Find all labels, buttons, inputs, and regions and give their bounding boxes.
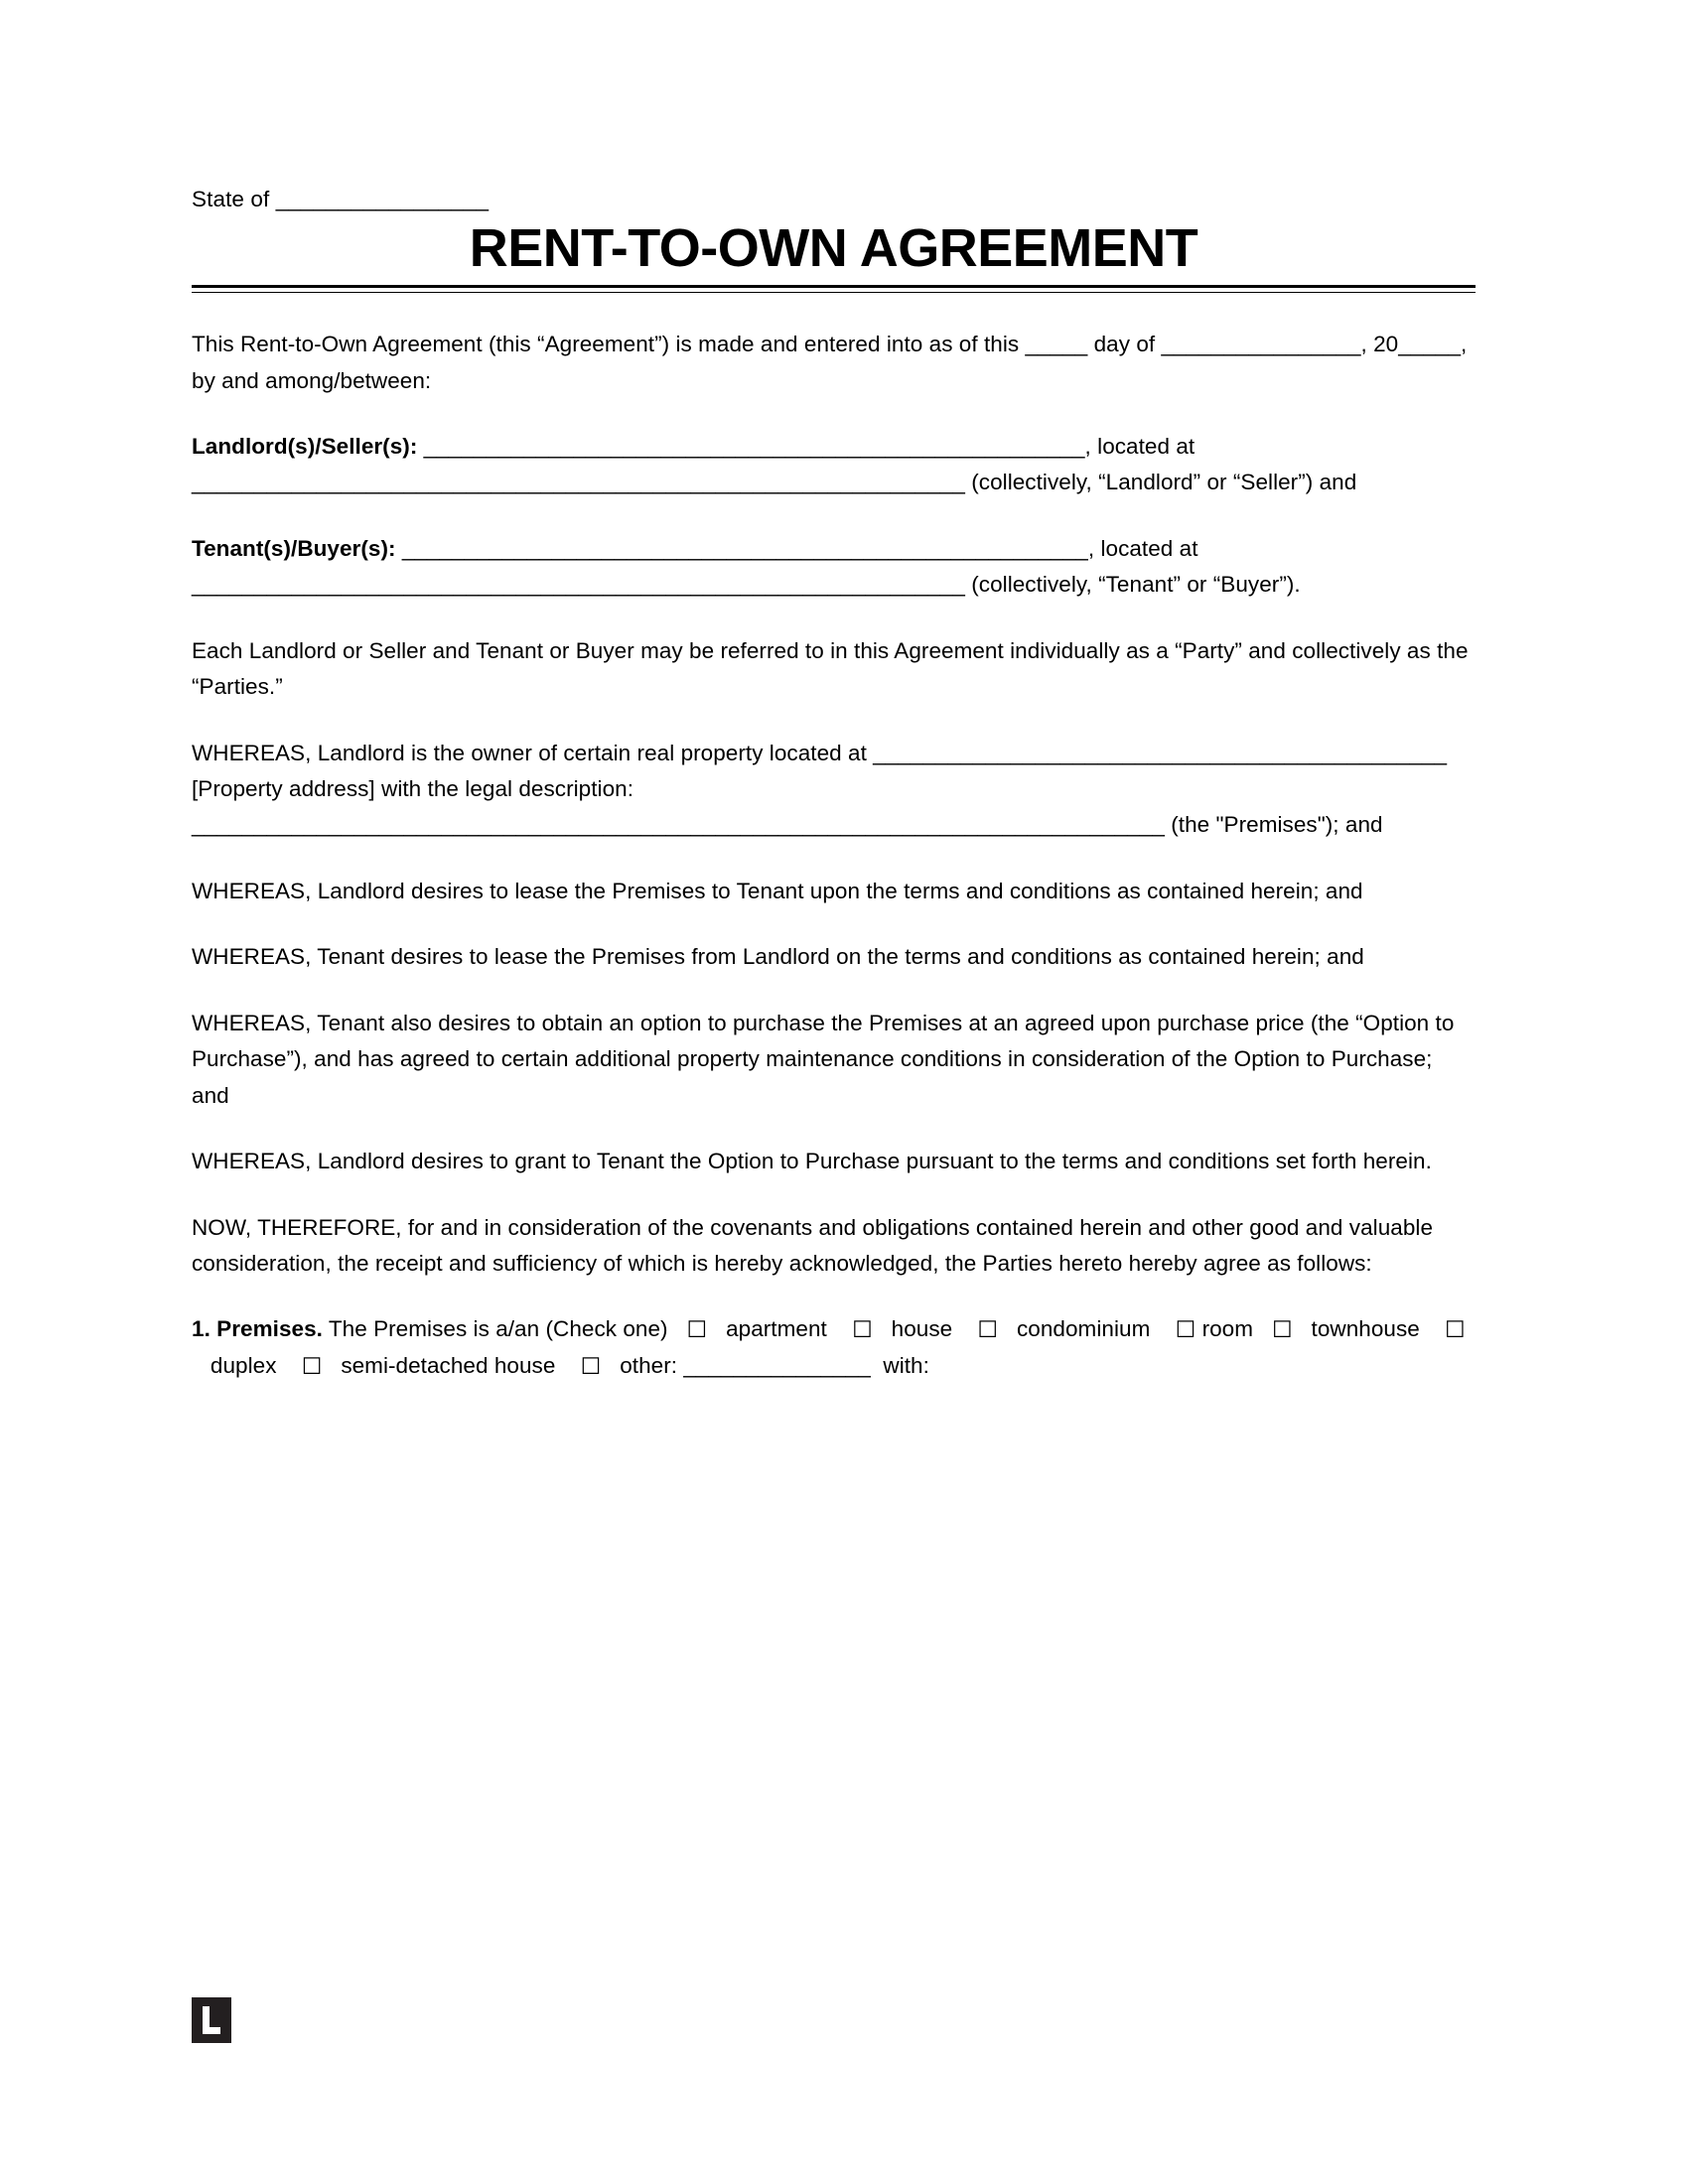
option-label-house: house	[891, 1316, 953, 1342]
legal-templates-logo-icon	[192, 1997, 231, 2043]
section-1-lead-text: The Premises is a/an (Check one)	[322, 1316, 668, 1342]
section-1-trailing-text: with:	[883, 1352, 929, 1378]
checkbox-other[interactable]: ☐	[580, 1352, 602, 1379]
title-rule-thick	[192, 285, 1476, 288]
intro-paragraph: This Rent-to-Own Agreement (this “Agreement”) is made and entered into as of this _____ day of ________________, 20_____, by and among/between:	[192, 332, 1468, 393]
section-1-premises	[192, 1311, 1476, 1384]
spacer-after-title	[192, 293, 1476, 327]
whereas-paragraph-2: WHEREAS, Landlord desires to lease the Premises to Tenant upon the terms and conditions as contained herein; and	[192, 878, 1363, 903]
checkbox-duplex[interactable]: ☐	[1445, 1316, 1466, 1343]
landlord-label: Landlord(s)/Seller(s):	[192, 433, 418, 459]
document-body	[192, 185, 1476, 1414]
whereas-paragraph-1: WHEREAS, Landlord is the owner of certain real property located at ______________________________________________ [Property address] with the legal description: ______________________________________________________________________________ (the "Premises"); and	[192, 740, 1448, 838]
section-1-number: 1. Premises.	[192, 1316, 323, 1342]
now-therefore-paragraph: NOW, THEREFORE, for and in consideration of the covenants and obligations contained herein and other good and valuable consideration, the receipt and sufficiency of which is hereby acknowledged, the Parties hereto hereby agree as follows:	[192, 1214, 1434, 1276]
tenant-paragraph	[192, 531, 1476, 604]
option-label-other[interactable]: other: _______________	[620, 1352, 871, 1378]
option-label-townhouse: townhouse	[1311, 1316, 1420, 1342]
page-title: RENT-TO-OWN AGREEMENT	[469, 218, 1198, 279]
option-label-duplex: duplex	[210, 1352, 277, 1378]
checkbox-townhouse[interactable]: ☐	[1271, 1316, 1293, 1343]
checkbox-room[interactable]: ☐	[1175, 1316, 1196, 1343]
whereas-paragraph-3: WHEREAS, Tenant desires to lease the Premises from Landlord on the terms and conditions as contained herein; and	[192, 944, 1364, 970]
checkbox-apartment[interactable]: ☐	[686, 1316, 708, 1343]
checkbox-house[interactable]: ☐	[852, 1316, 873, 1343]
option-label-semi-detached-house: semi-detached house	[341, 1352, 556, 1378]
whereas-paragraph-4: WHEREAS, Tenant also desires to obtain an option to purchase the Premises at an agreed upon purchase price (the “Option to Purchase”), and has agreed to certain additional property maintenance conditions in consideration of the Option to Purchase; and	[192, 1010, 1455, 1108]
landlord-blank-line: _____________________________________________________, located at ______________________________________________________________ (collectively, “Landlord” or “Seller”) and	[192, 433, 1357, 495]
checkbox-condominium[interactable]: ☐	[977, 1316, 999, 1343]
checkbox-semi-detached-house[interactable]: ☐	[301, 1352, 323, 1379]
state-of-line: State of _________________	[192, 187, 490, 211]
option-label-condominium: condominium	[1017, 1316, 1151, 1342]
option-label-apartment: apartment	[726, 1316, 827, 1342]
option-label-room: room	[1201, 1316, 1254, 1342]
tenant-blank-line: _______________________________________________________, located at ______________________________________________________________ (collectively, “Tenant” or “Buyer”).	[192, 535, 1301, 598]
whereas-paragraph-5: WHEREAS, Landlord desires to grant to Tenant the Option to Purchase pursuant to the terms and conditions set forth herein.	[192, 1149, 1432, 1174]
parties-paragraph: Each Landlord or Seller and Tenant or Buyer may be referred to in this Agreement individually as a “Party” and collectively as the “Parties.”	[192, 637, 1469, 700]
landlord-paragraph	[192, 429, 1476, 501]
tenant-label: Tenant(s)/Buyer(s):	[192, 535, 396, 561]
